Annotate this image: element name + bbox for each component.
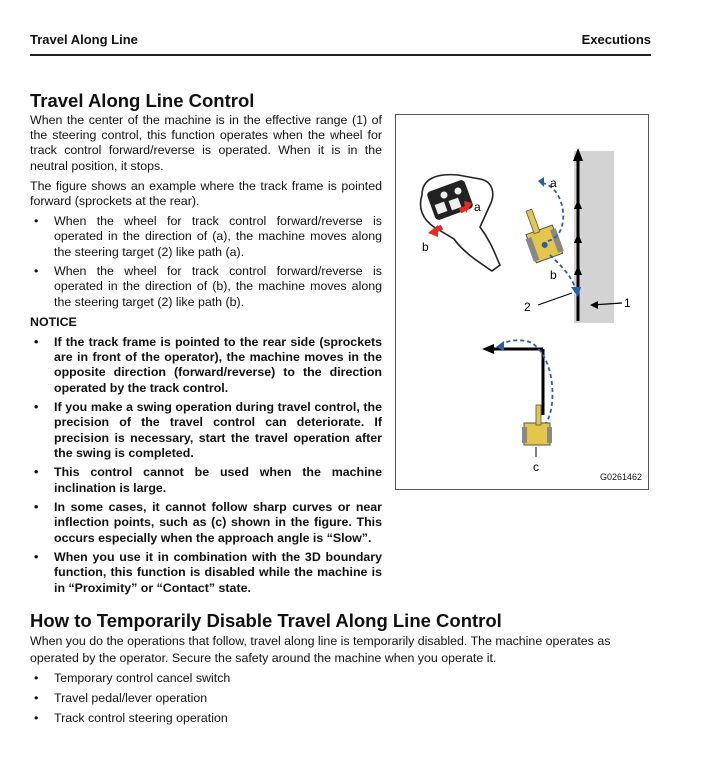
header-section-title: Executions — [581, 32, 651, 47]
intro-paragraph: When the center of the machine is in the effective range (1) of the steering control, this function operates when the wheel for track control forward/reverse is operated. When it is in the neutral position, it stops. — [30, 113, 382, 173]
label-b-lever: b — [422, 240, 429, 254]
figure-description: The figure shows an example where the track frame is pointed forward (sprockets at the rear). — [30, 178, 382, 209]
label-a-lever: a — [474, 200, 481, 214]
track-control-lever — [421, 175, 501, 271]
section2-intro: When you do the operations that follow, travel along line is temporarily disabled. The machine operates as operated by the operator. Secure the safety around the machine when you operate it. — [30, 634, 611, 665]
page-header — [30, 32, 651, 56]
list-item: • Temporary control cancel switch — [30, 670, 651, 687]
section-title: Travel Along Line Control — [30, 90, 255, 111]
figure-id: G0261462 — [599, 472, 642, 482]
figure-illustration — [396, 115, 650, 491]
notice-item: • When you use it in combination with the 3D boundary function, this function is disabled while the machine is in “Proximity” or “Contact” state. — [30, 550, 382, 596]
excavator-machine-bottom — [522, 405, 552, 445]
list-item: • Travel pedal/lever operation — [30, 690, 651, 707]
list-item: • When the wheel for track control forward/reverse is operated in the direction of (a), the machine moves along the steering target (2) like path (a). — [30, 214, 382, 260]
notice-item: • In some cases, it cannot follow sharp curves or near inflection points, such as (c) shown in the figure. This occurs especially when the approach angle is “Slow”. — [30, 500, 382, 546]
label-a-path: a — [550, 176, 557, 190]
label-range: 1 — [624, 296, 631, 310]
direction-list — [30, 214, 382, 310]
section2-title: How to Temporarily Disable Travel Along Line Control — [30, 610, 502, 631]
target-leader-line — [538, 293, 572, 305]
notice-title: NOTICE — [30, 314, 77, 329]
header-chapter-title: Travel Along Line — [30, 32, 138, 47]
excavator-machine-top — [517, 204, 565, 264]
section-body — [30, 113, 382, 600]
list-item: • Track control steering operation — [30, 710, 651, 727]
label-target: 2 — [524, 300, 531, 314]
effective-range-band — [574, 151, 614, 323]
travel-control-figure — [395, 114, 649, 490]
notice-item: • If you make a swing operation during travel control, the precision of the travel control can deteriorate. If precision is necessary, start the travel operation after the swing is completed. — [30, 400, 382, 461]
disable-operations-list — [30, 670, 651, 727]
label-c: c — [533, 460, 539, 474]
notice-item: • If the track frame is pointed to the rear side (sprockets are in front of the operator), the machine moves in the opposite direction (forward/reverse) to the direction operated by the track control. — [30, 335, 382, 396]
list-item: • When the wheel for track control forward/reverse is operated in the direction of (b), the machine moves along the steering target (2) like path (b). — [30, 264, 382, 310]
section2-body — [30, 633, 651, 730]
path-c — [500, 340, 553, 425]
notice-list — [30, 335, 382, 596]
label-b-path: b — [550, 268, 557, 282]
notice-item: • This control cannot be used when the machine inclination is large. — [30, 465, 382, 495]
